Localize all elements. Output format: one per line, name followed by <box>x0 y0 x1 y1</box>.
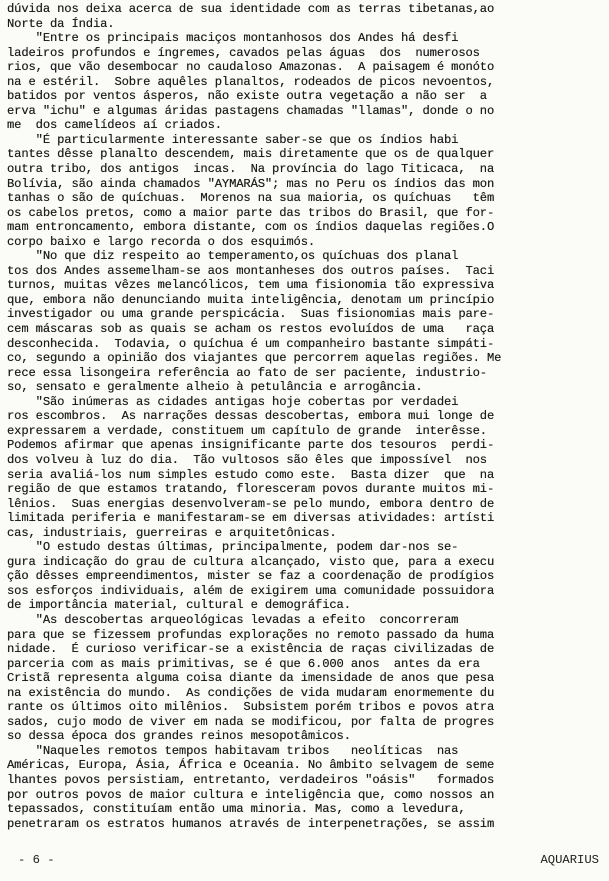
text-line: me dos camelídeos aí criados. <box>7 118 222 133</box>
text-line: Américas, Europa, Ásia, África e Oceania. No âmbito selvagem de seme <box>7 758 495 773</box>
text-line: cem máscaras sob as quais se acham os restos evoluídos de uma raça <box>7 322 495 337</box>
text-line: na e estéril. Sobre aquêles planaltos, rodeados de picos nevoentos, <box>7 74 495 89</box>
text-line: cas, industriais, guerreiras e arquitetônicas. <box>7 525 337 540</box>
text-line: sos esforços individuais, além de exigirem uma comunidade possuidora <box>7 583 495 598</box>
magazine-name: AQUARIUS <box>540 853 599 867</box>
text-line: desconhecida. Todavia, o quíchua é um companheiro bastante simpáti- <box>7 336 495 351</box>
text-line: rece essa lisongeira referência ao fato de ser paciente, industrio- <box>7 365 487 380</box>
text-line: penetraram os estratos humanos através de interpenetrações, se assim <box>7 816 495 831</box>
page-footer <box>0 853 609 871</box>
text-line: região de que estamos tratando, floresceram povos durante muitos mi- <box>7 482 495 497</box>
page-number: - 6 - <box>18 853 55 867</box>
text-line: dos volveu à luz do dia. Tão vultosos são êles que impossível nos <box>7 452 487 467</box>
text-line: para que se fizessem profundas explorações no remoto passado da huma <box>7 627 495 642</box>
text-line: mam entroncamento, embora distante, com os índios daquelas regiões.O <box>7 220 495 235</box>
text-line: co, segundo a opinião dos viajantes que percorrem aquelas regiões. Me <box>7 351 502 366</box>
text-line: dúvida nos deixa acerca de sua identidade com as terras tibetanas,ao <box>7 2 495 16</box>
text-line: limitada periferia e manifestaram-se em diversas atividades: artísti <box>7 511 495 526</box>
text-line: ros escombros. As narrações dessas descobertas, embora mui longe de <box>7 409 495 424</box>
text-line: outra tribo, dos antigos incas. Na província do lago Titicaca, na <box>7 162 495 177</box>
text-line: batidos por ventos ásperos, não existe outra vegetação a não ser a <box>7 89 487 104</box>
text-line: sados, cujo modo de viver em nada se modificou, por falta de progres <box>7 714 495 729</box>
text-line: "É particularmente interessante saber-se que os índios habi <box>7 132 459 147</box>
text-line: Cristã representa alguma coisa diante da imensidade de anos que pesa <box>7 671 495 686</box>
text-line: "As descobertas arqueológicas levadas a efeito concorreram <box>7 612 459 627</box>
text-line: so dessa época dos grandes reinos mesopotâmicos. <box>7 729 351 744</box>
text-line: por outros povos de maior cultura e inteligência que, como nossos an <box>7 787 495 802</box>
text-line: investigador ou uma grande perspicácia. Suas fisionomias mais pare- <box>7 307 495 322</box>
text-line: expressarem a verdade, constituem um capítulo de grande interêsse. <box>7 423 487 438</box>
text-line: na existência do mundo. As condições de vida mudaram enormemente du <box>7 685 495 700</box>
text-line: lênios. Suas energias desenvolveram-se pelo mundo, embora dentro de <box>7 496 495 511</box>
text-line: so, sensato e geralmente alheio à petulância e arrogância. <box>7 380 423 395</box>
text-line: tepassados, constituíam então uma minoria. Mas, como a levedura, <box>7 802 466 817</box>
text-line: tantes dêsse planalto descendem, mais diretamente que os de qualquer <box>7 147 495 162</box>
text-line: "O estudo destas últimas, principalmente, podem dar-nos se- <box>7 540 459 555</box>
text-line: tos dos Andes assemelham-se aos montanheses dos outros países. Taci <box>7 263 495 278</box>
article-body <box>7 2 604 831</box>
text-line: ção dêsses empreendimentos, mister se faz a coordenação de prodígios <box>7 569 495 584</box>
text-line: "Entre os principais maciços montanhosos dos Andes há desfi <box>7 31 459 46</box>
text-line: seria avaliá-los num simples estudo como este. Basta dizer que na <box>7 467 495 482</box>
text-line: turnos, muitas vêzes melancólicos, tem uma fisionomia tão expressiva <box>7 278 495 293</box>
text-line: rios, que vão desembocar no caudaloso Amazonas. A paisagem é monóto <box>7 60 495 75</box>
text-line: Bolívia, são ainda chamados "AYMARÁS"; mas no Peru os índios das mon <box>7 176 495 191</box>
text-line: gura indicação do grau de cultura alcançado, visto que, para a execu <box>7 554 495 569</box>
text-line: "No que diz respeito ao temperamento,os quíchuas dos planal <box>7 249 459 264</box>
text-line: Podemos afirmar que apenas insignificante parte dos tesouros perdi- <box>7 438 495 453</box>
text-line: de importância material, cultural e demográfica. <box>7 598 351 613</box>
text-line: corpo baixo e largo recorda o dos esquimós. <box>7 234 316 249</box>
text-line: "Naqueles remotos tempos habitavam tribos neolíticas nas <box>7 743 459 758</box>
text-line: lhantes povos persistiam, entretanto, verdadeiros "oásis" formados <box>7 772 495 787</box>
text-line: erva "ichu" e algumas áridas pastagens chamadas "llamas", donde o no <box>7 103 495 118</box>
text-line: parceria com as mais primitivas, se é que 6.000 anos antes da era <box>7 656 480 671</box>
text-line: rante os últimos oito milênios. Subsistem porém tribos e povos atra <box>7 700 495 715</box>
text-line: que, embora não denunciando muita inteligência, denotam um princípio <box>7 292 495 307</box>
text-line: tanhas o são de quíchuas. Morenos na sua maioria, os quíchuas têm <box>7 191 495 206</box>
text-line: Norte da Índia. <box>7 16 115 31</box>
text-line: "São inúmeras as cidades antigas hoje cobertas por verdadei <box>7 394 459 409</box>
text-line: ladeiros profundos e íngremes, cavados pelas águas dos numerosos <box>7 45 480 60</box>
text-line: nidade. É curioso verificar-se a existência de raças civilizadas de <box>7 642 495 657</box>
text-line: os cabelos pretos, como a maior parte das tribos do Brasil, que for- <box>7 205 495 220</box>
